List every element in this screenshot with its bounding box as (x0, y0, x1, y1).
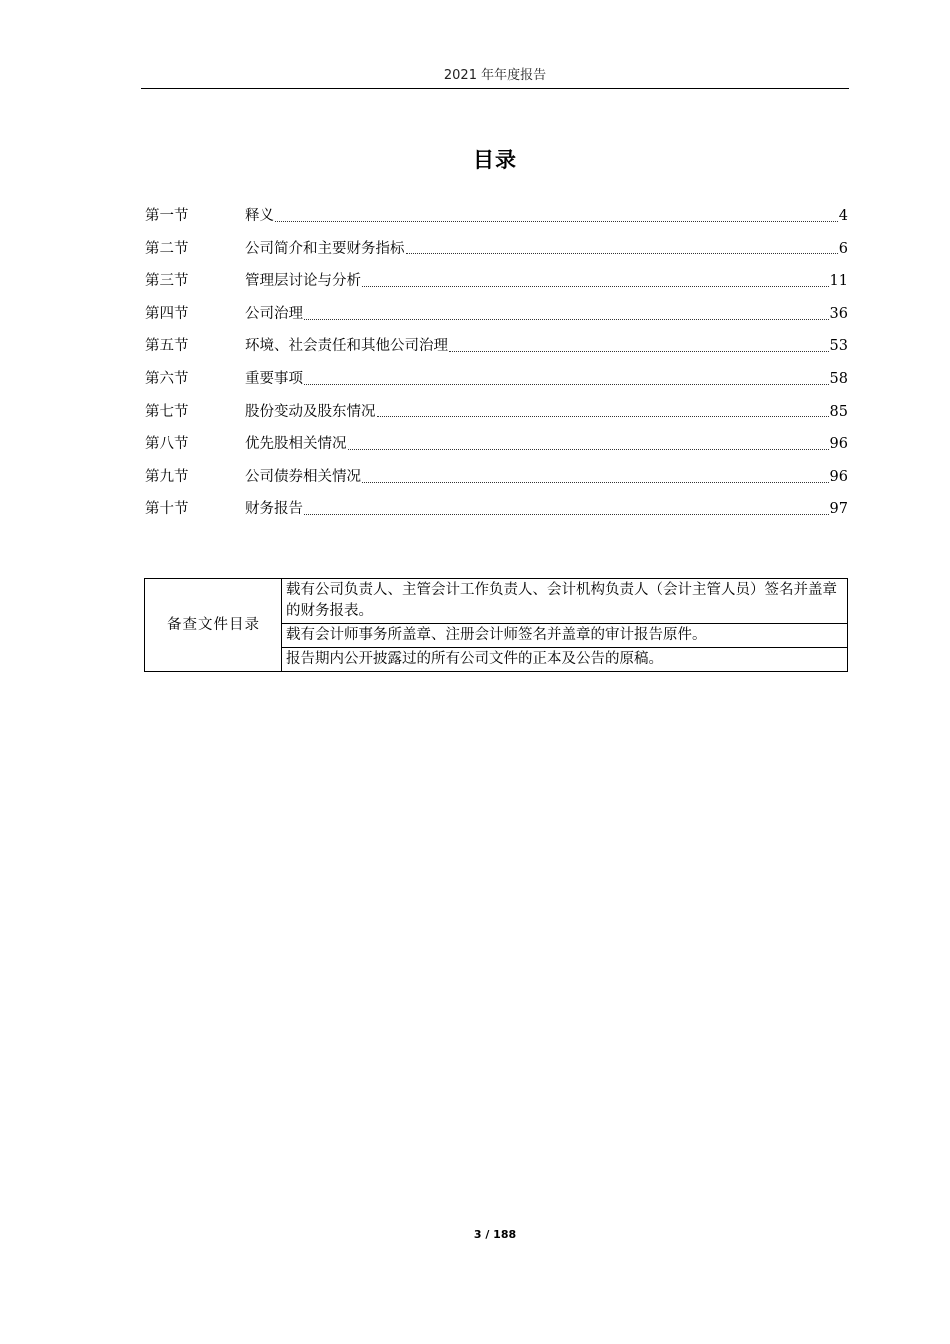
toc-page-number: 58 (829, 371, 848, 388)
toc-dot-leader (377, 416, 829, 417)
reference-documents-label: 备查文件目录 (145, 579, 282, 672)
toc-page-number: 36 (829, 305, 848, 322)
toc-section-title: 公司简介和主要财务指标 (245, 240, 405, 257)
toc-section-title: 管理层讨论与分析 (245, 273, 361, 290)
toc-dot-leader (406, 253, 838, 254)
reference-documents-table (144, 578, 848, 672)
toc-dot-leader (304, 319, 829, 320)
toc-dot-leader (304, 514, 829, 515)
toc-section-number: 第七节 (145, 403, 189, 420)
toc-section-number: 第四节 (145, 305, 189, 322)
header-divider (141, 88, 849, 89)
toc-page-number: 11 (829, 273, 848, 290)
toc-section-title: 公司债券相关情况 (245, 468, 361, 485)
toc-entry[interactable] (145, 396, 848, 429)
toc-dot-leader (362, 482, 829, 483)
toc-section-number: 第九节 (145, 468, 189, 485)
toc-entry[interactable] (145, 330, 848, 363)
toc-dot-leader (449, 351, 829, 352)
toc-entry[interactable] (145, 265, 848, 298)
toc-page-number: 96 (829, 436, 848, 453)
toc-section-number: 第一节 (145, 208, 189, 225)
toc-page-number: 97 (829, 501, 848, 518)
toc-section-number: 第六节 (145, 371, 189, 388)
toc-entry[interactable] (145, 461, 848, 494)
toc-entry[interactable] (145, 493, 848, 526)
toc-dot-leader (275, 221, 838, 222)
toc-entry[interactable] (145, 428, 848, 461)
toc-section-title: 股份变动及股东情况 (245, 403, 376, 420)
toc-section-number: 第三节 (145, 273, 189, 290)
reference-document-item: 载有会计师事务所盖章、注册会计师签名并盖章的审计报告原件。 (282, 624, 848, 648)
toc-section-title: 公司治理 (245, 305, 303, 322)
toc-entry[interactable] (145, 233, 848, 266)
toc-entry[interactable] (145, 298, 848, 331)
table-row (145, 579, 848, 624)
page-header: 2021 年年度报告 (443, 68, 547, 83)
toc-page-number: 85 (829, 403, 848, 420)
toc-section-number: 第八节 (145, 436, 189, 453)
toc-page-number: 6 (838, 240, 848, 257)
toc-page-number: 4 (838, 208, 848, 225)
toc-dot-leader (348, 449, 829, 450)
toc-section-title: 优先股相关情况 (245, 436, 347, 453)
toc-section-title: 财务报告 (245, 501, 303, 518)
table-of-contents (145, 200, 848, 526)
toc-section-number: 第二节 (145, 240, 189, 257)
toc-dot-leader (362, 286, 829, 287)
page-number-footer: 3 / 188 (473, 1228, 517, 1241)
toc-title: 目录 (473, 148, 517, 172)
toc-section-title: 重要事项 (245, 371, 303, 388)
toc-dot-leader (304, 384, 829, 385)
toc-section-title: 释义 (245, 208, 274, 225)
toc-section-number: 第五节 (145, 338, 189, 355)
toc-entry[interactable] (145, 200, 848, 233)
toc-entry[interactable] (145, 363, 848, 396)
reference-document-item: 载有公司负责人、主管会计工作负责人、会计机构负责人（会计主管人员）签名并盖章的财务报表。 (282, 579, 848, 624)
reference-document-item: 报告期内公开披露过的所有公司文件的正本及公告的原稿。 (282, 648, 848, 672)
toc-page-number: 96 (829, 468, 848, 485)
toc-section-number: 第十节 (145, 501, 189, 518)
toc-page-number: 53 (829, 338, 848, 355)
toc-section-title: 环境、社会责任和其他公司治理 (245, 338, 448, 355)
